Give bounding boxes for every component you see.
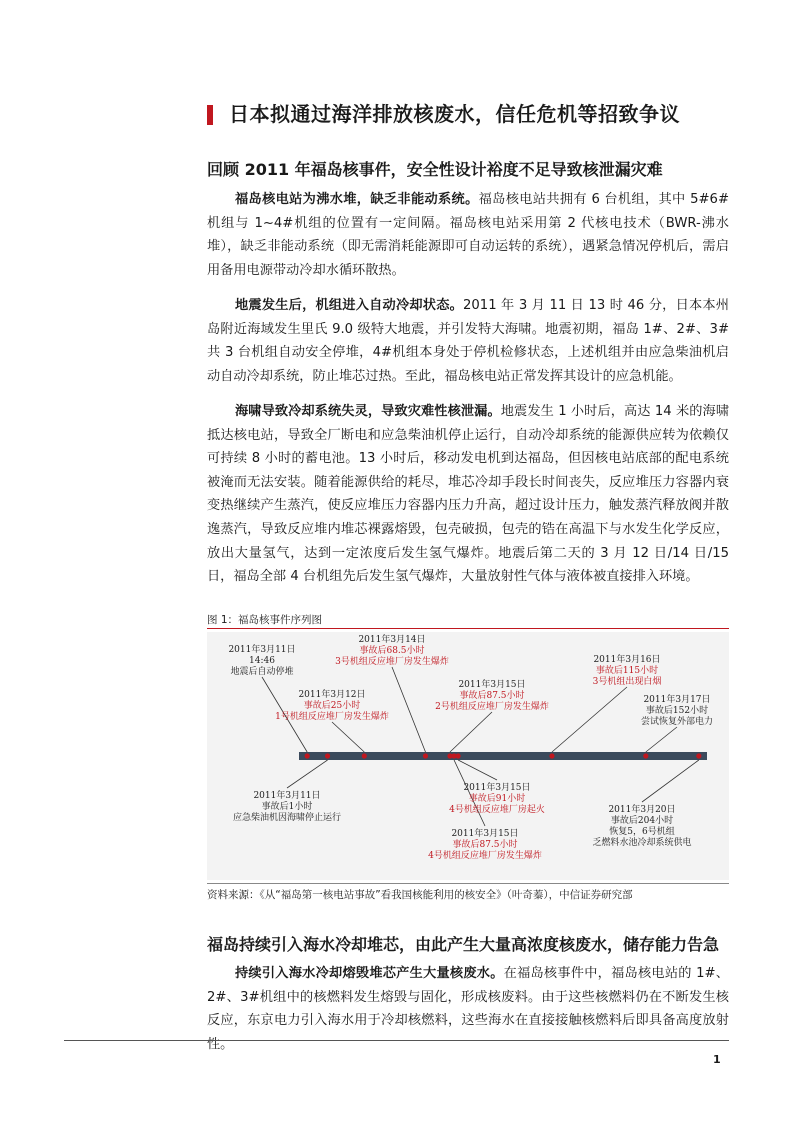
timeline-figure [207,632,729,880]
timeline-event-label: 事故后87.5小时 [452,840,518,850]
timeline-event-label: 事故后87.5小时 [459,691,525,701]
figure-source: 资料来源：《从“福岛第一核电站事故”看我国核能利用的核安全》（叶奇蓁），中信证券研究部 [207,889,633,901]
timeline-event-label: 3号机组反应堆厂房发生爆炸 [335,657,449,667]
timeline-event-label: 事故后91小时 [468,794,526,804]
timeline-event-label: 地震后自动停堆 [230,667,294,677]
timeline-event-label: 2号机组反应堆厂房发生爆炸 [435,702,549,712]
title-accent-bar [207,105,213,125]
timeline-event-label: 事故后68.5小时 [359,646,425,656]
timeline-event-marker [362,753,367,758]
paragraph-2-body: 2011 年 3 月 11 日 13 时 46 分，日本本州岛附近海域发生里氏 9.0 级特大地震，并引发特大海啸。地震初期，福岛 1#、2#、3#共 3 台机组自动安全停堆，4#机组本身处于停机检修状态，上述机组并由应急柴油机启动自动冷却系统，防止堆芯过热。至此，福岛核电站正常发挥其设计的应急机能。 [207,298,729,384]
paragraph-3-body: 地震发生 1 小时后，高达 14 米的海啸抵达核电站，导致全厂断电和应急柴油机停止运行，自动冷却系统的能源供应转为依赖仅可持续 8 小时的蓄电池。13 小时后，移动发电机到达福岛，但因核电站底部的配电系统被淹而无法安装。随着能源供给的耗尽，堆芯冷却手段长时间丧失，反应堆压力容器内衰变热继续产生蒸汽，使反应堆压力容器内压力升高，超过设计压力，触发蒸汽释放阀并散逸蒸汽，导致反应堆内堆芯裸露熔毁，包壳破损，包壳的锆在高温下与水发生化学反应，放出大量氢气，达到一定浓度后发生氢气爆炸。地震后第二天的 3 月 12 日/14 日/15 日，福岛全部 4 台机组先后发生氢气爆炸，大量放射性气体与液体被直接排入环境。 [207,404,730,585]
timeline-diagram [207,632,729,880]
timeline-event-label: 乏燃料水池冷却系统供电 [592,838,692,848]
timeline-event-label: 2011年3月15日 [463,783,531,793]
paragraph-1-body: 福岛核电站共拥有 6 台机组，其中 5#6#机组与 1~4#机组的位置有一定间隔。福岛核电站采用第 2 代核电技术（BWR-沸水堆），缺乏非能动系统（即无需消耗能源即可自动运转的系统），遇紧急情况停机后，需启用备用电源带动冷却水循环散热。 [207,192,729,278]
timeline-event-label: 2011年3月15日 [458,680,526,690]
timeline-event-marker [325,753,330,758]
section-title-2: 福岛持续引入海水冷却堆芯，由此产生大量高浓度核废水，储存能力告急 [207,935,720,954]
timeline-event-label: 2011年3月14日 [358,635,426,645]
paragraph-4-body: 在福岛核事件中，福岛核电站的 1#、2#、3#机组中的核燃料发生熔毁与固化，形成核废料。由于这些核燃料仍在不断发生核反应，东京电力引入海水用于冷却核燃料，这些海水在直接接触核燃料后即具备高度放射性。 [207,966,729,1052]
page-title: 日本拟通过海洋排放核废水，信任危机等招致争议 [229,102,680,126]
timeline-event-label: 恢复5，6号机组 [609,827,675,837]
figure-bottom-rule [207,883,729,884]
timeline-event-label: 2011年3月11日 [253,791,321,801]
figure-top-rule [207,628,729,629]
figure-caption: 图 1：福岛核事件序列图 [207,614,323,626]
timeline-event-label: 4号机组反应堆厂房发生爆炸 [428,851,542,861]
timeline-event-label: 2011年3月11日 [228,645,296,655]
footer-rule [64,1040,729,1041]
timeline-event-marker [305,753,310,758]
paragraph-4-lead: 持续引入海水冷却熔毁堆芯产生大量核废水。 [235,966,504,981]
timeline-event-marker [643,753,648,758]
timeline-event-label: 事故后25小时 [303,701,361,711]
timeline-event-marker [456,753,461,758]
timeline-event-marker [549,753,554,758]
paragraph-1-lead: 福岛核电站为沸水堆，缺乏非能动系统。 [235,192,479,207]
timeline-event-label: 1号机组反应堆厂房发生爆炸 [275,712,389,722]
timeline-event-label: 3号机组出现白烟 [592,677,662,687]
timeline-event-label: 事故后1小时 [261,802,313,812]
page-number: 1 [713,1053,721,1066]
timeline-event-label: 2011年3月16日 [593,655,661,665]
timeline-event-label: 2011年3月17日 [643,695,711,705]
timeline-event-label: 14:46 [249,656,275,666]
timeline-event-label: 事故后152小时 [645,706,709,716]
timeline-event-marker [423,753,428,758]
timeline-event-label: 2011年3月15日 [451,829,519,839]
section-title-1: 回顾 2011 年福岛核事件，安全性设计裕度不足导致核泄漏灾难 [207,160,663,179]
timeline-event-label: 事故后115小时 [595,666,659,676]
timeline-event-label: 应急柴油机因海啸停止运行 [232,813,342,823]
timeline-event-label: 2011年3月20日 [608,805,676,815]
paragraph-2-lead: 地震发生后，机组进入自动冷却状态。 [235,298,464,313]
timeline-event-label: 4号机组反应堆厂房起火 [449,805,545,815]
paragraph-3-lead: 海啸导致冷却系统失灵，导致灾难性核泄漏。 [235,404,501,419]
paragraph-2 [207,294,729,388]
timeline-event-label: 2011年3月12日 [298,690,366,700]
paragraph-4 [207,962,729,1056]
timeline-event-marker [696,753,701,758]
timeline-event-label: 尝试恢复外部电力 [640,717,714,727]
paragraph-3 [207,400,729,589]
paragraph-1 [207,188,729,282]
timeline-event-label: 事故后204小时 [610,816,674,826]
